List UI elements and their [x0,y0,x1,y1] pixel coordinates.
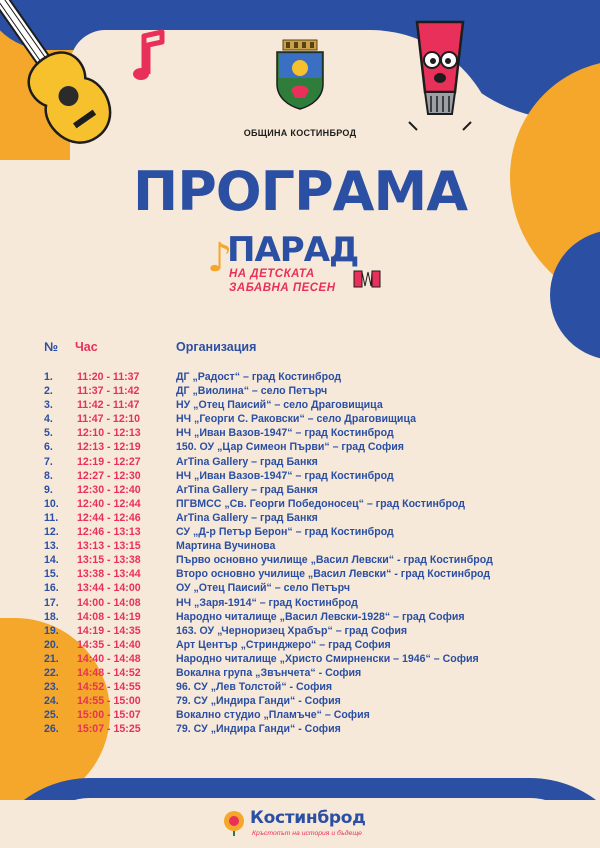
table-row [44,426,564,440]
row-number: 15. [44,568,59,581]
row-time: 12:46 - 13:13 [77,526,141,539]
row-organization: Първо основно училище „Васил Левски“ - град Костинброд [176,554,493,567]
row-number: 11. [44,511,59,524]
row-time: 15:07 - 15:25 [77,723,141,736]
event-title-line-1: ПАРАД [227,230,359,270]
page-title: ПРОГРАМА [133,160,467,223]
row-number: 6. [44,441,53,454]
row-number: 21. [44,652,59,665]
table-row [44,666,564,680]
row-time: 13:44 - 14:00 [77,582,141,595]
row-organization: Народно читалище „Христо Смирненски – 1946“ – София [176,652,479,665]
row-number: 7. [44,455,53,468]
footer-brand: Костинброд [250,808,366,828]
row-time: 14:48 - 14:52 [77,666,141,679]
sunflower-logo-icon [222,810,246,836]
row-time: 12:13 - 12:19 [77,441,141,454]
row-organization: СУ „Д-р Петър Берон“ – град Костинброд [176,526,394,539]
table-row [44,440,564,454]
table-header [44,340,564,360]
table-row [44,708,564,722]
row-number: 18. [44,610,59,623]
row-number: 1. [44,371,53,383]
row-number: 3. [44,399,53,412]
row-number: 26. [44,723,59,736]
row-time: 15:00 - 15:07 [77,709,141,722]
footer-logo [222,808,382,844]
table-row [44,511,564,525]
program-table [44,340,564,736]
row-organization: ArTina Gallery – град Банкя [176,455,318,468]
row-number: 22. [44,666,59,679]
row-organization: ArTina Gallery – град Банкя [176,483,318,496]
row-organization: 150. ОУ „Цар Симеон Първи“ – град София [176,441,404,454]
microphone-character-icon [405,14,475,140]
row-number: 8. [44,469,53,482]
table-row [44,483,564,497]
music-note-icon [132,28,166,84]
row-number: 20. [44,638,59,651]
row-time: 13:38 - 13:44 [77,568,141,581]
row-organization: ДГ „Радост“ – град Костинброд [176,371,342,383]
table-row [44,694,564,708]
row-time: 12:19 - 12:27 [77,455,141,468]
row-number: 13. [44,540,59,553]
footer-tagline: Кръстопът на история и бъдеще [252,830,362,837]
row-time: 12:44 - 12:46 [77,511,141,524]
column-header-time: Час [75,340,98,354]
row-organization: 79. СУ „Индира Ганди“ - София [176,723,341,736]
row-time: 12:30 - 12:40 [77,483,141,496]
row-time: 11:42 - 11:47 [77,399,140,412]
table-row [44,638,564,652]
table-row [44,553,564,567]
municipality-name: ОБЩИНА КОСТИНБРОД [243,128,357,138]
row-organization: Вокално студио „Пламъче“ – София [176,709,370,722]
row-time: 14:40 - 14:48 [77,652,141,665]
row-organization: Мартина Вучинова [176,540,276,553]
row-time: 14:52 - 14:55 [77,681,141,694]
row-organization: Второ основно училище „Васил Левски“ - град Костинброд [176,568,491,581]
row-number: 2. [44,385,53,398]
row-time: 11:47 - 12:10 [77,413,141,426]
row-number: 9. [44,483,53,496]
row-number: 10. [44,497,59,510]
table-row [44,596,564,610]
column-header-number: № [44,340,58,354]
row-number: 17. [44,596,59,609]
row-time: 14:55 - 15:00 [77,695,141,708]
row-time: 12:27 - 12:30 [77,469,141,482]
row-organization: НЧ „Георги С. Раковски“ – село Драговищица [176,413,416,426]
row-organization: ПГВМСС „Св. Георги Победоносец“ – град Костинброд [176,497,465,510]
event-title-line-2: НА ДЕТСКАТА [229,268,315,280]
row-organization: Арт Център „Стринджеро“ – град София [176,638,391,651]
table-row [44,455,564,469]
row-time: 11:37 - 11:42 [77,385,140,398]
column-header-organization: Организация [176,340,257,354]
row-organization: ОУ „Отец Паисий“ – село Петърч [176,582,351,595]
row-time: 14:19 - 14:35 [77,624,141,637]
accordion-icon [353,268,381,290]
row-time: 14:35 - 14:40 [77,638,141,651]
table-row [44,398,564,412]
row-number: 14. [44,554,59,567]
table-row [44,539,564,553]
event-logo [205,232,395,300]
table-body [44,370,564,736]
row-time: 14:08 - 14:19 [77,610,141,623]
row-organization: Народно читалище „Васил Левски-1928“ – град София [176,610,465,623]
table-row [44,497,564,511]
row-organization: ArTina Gallery – град Банкя [176,511,318,524]
row-organization: НЧ „Иван Вазов-1947“ – град Костинброд [176,427,394,440]
event-title-line-3: ЗАБАВНА ПЕСЕН [229,282,336,294]
table-row [44,384,564,398]
table-row [44,567,564,581]
row-time: 11:20 - 11:37 [77,371,140,383]
row-time: 13:15 - 13:38 [77,554,141,567]
row-number: 16. [44,582,59,595]
table-row [44,624,564,638]
row-organization: ДГ „Виолина“ – село Петърч [176,385,328,398]
row-organization: НЧ „Заря-1914“ – град Костинброд [176,596,358,609]
row-organization: НУ „Отец Паисий“ – село Драговищица [176,399,383,412]
row-organization: 79. СУ „Индира Ганди“ - София [176,695,341,708]
row-number: 23. [44,681,59,694]
row-number: 12. [44,526,59,539]
row-time: 14:00 - 14:08 [77,596,141,609]
row-organization: 96. СУ „Лев Толстой“ - София [176,681,333,694]
table-row [44,525,564,539]
row-number: 24. [44,695,59,708]
table-row [44,652,564,666]
row-number: 5. [44,427,53,440]
table-row [44,610,564,624]
table-row [44,370,564,384]
row-time: 12:10 - 12:13 [77,427,141,440]
table-row [44,680,564,694]
table-row [44,469,564,483]
row-time: 12:40 - 12:44 [77,497,141,510]
coat-of-arms-icon [271,38,329,110]
row-organization: Вокална група „Звънчета“ - София [176,666,362,679]
row-time: 13:13 - 13:15 [77,540,141,553]
row-number: 19. [44,624,59,637]
table-row [44,722,564,736]
row-number: 25. [44,709,59,722]
treble-clef-icon: ♪ [207,235,233,281]
table-row [44,412,564,426]
table-row [44,581,564,595]
row-organization: 163. ОУ „Черноризец Храбър“ – град София [176,624,408,637]
row-number: 4. [44,413,53,426]
row-organization: НЧ „Иван Вазов-1947“ – град Костинброд [176,469,394,482]
